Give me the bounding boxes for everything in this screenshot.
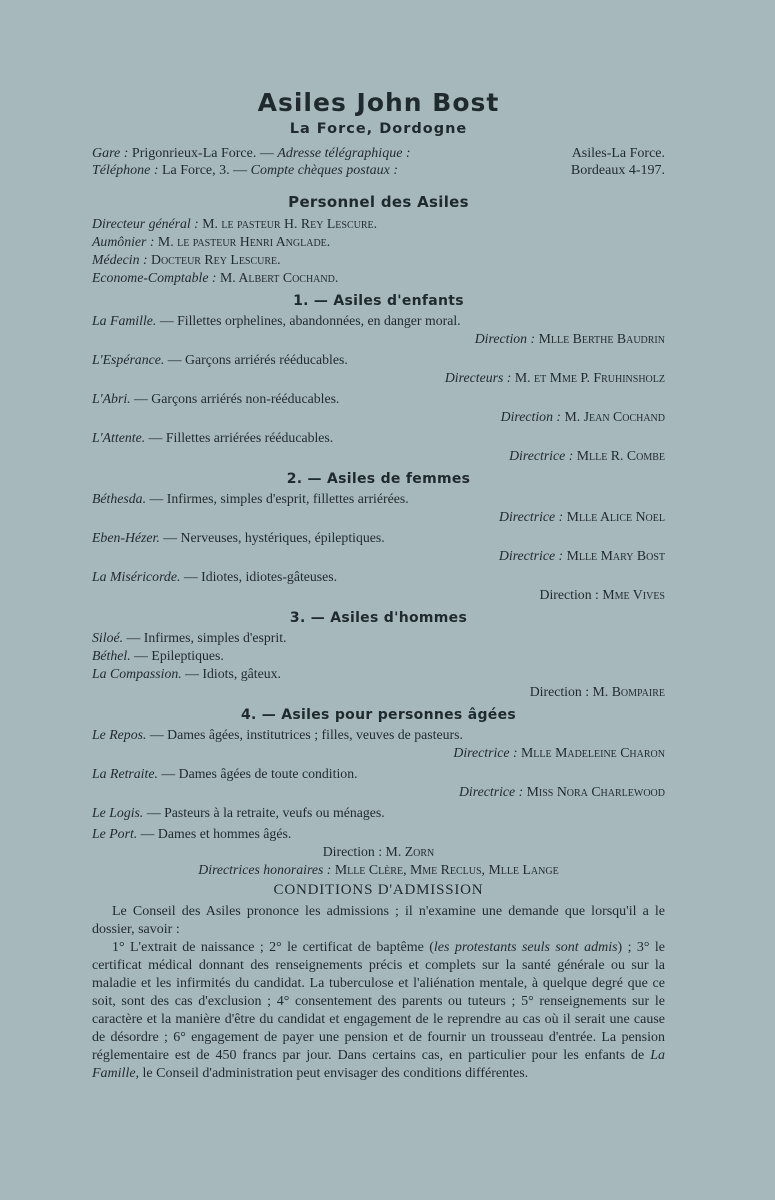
contact-info: [92, 145, 665, 179]
section-heading-hommes: 3. — Asiles d'hommes: [289, 610, 468, 626]
section-heading-agees: 4. — Asiles pour personnes âgées: [240, 707, 517, 723]
list-item: L'Attente. — Fillettes arriérées rééducables. Directrice : Mlle R. Combe: [92, 430, 665, 463]
conditions-paragraph-2: 1° L'extrait de naissance ; 2° le certificat de baptême (les protestants seuls sont admis) ; 3° le certificat médical donnant des renseignements précis et complets sur la santé générale ou sur la maladie et les infirmités du candidat. La tuberculose et l'aliénation mentale, à quelque degré que ce soit, sont des cas d'exclusion ; 4° consentement des parents ou tuteurs ; 5° renseignements sur le caractère et la manière d'être du candidat et engagement de le reprendre au cas où il serait une cause de désordre ; 6° engagement de payer une pension et de fournir un trousseau d'entrée. La pension réglementaire est de 450 francs par jour. Dans certains cas, en particulier pour les enfants de La Famille, le Conseil d'administration peut envisager des conditions différentes.: [92, 940, 665, 1081]
personnel-item: Directeur général : M. le pasteur H. Rey Lescure.: [92, 216, 378, 231]
telephone-label: Téléphone :: [92, 163, 159, 178]
adresse-value: Asiles-La Force.: [571, 146, 665, 161]
list-item: Béthesda. — Infirmes, simples d'esprit, fillettes arriérées. Directrice : Mlle Alice Noel: [92, 491, 665, 524]
personnel-item: Aumônier : M. le pasteur Henri Anglade.: [92, 234, 331, 249]
list-item: Siloé. — Infirmes, simples d'esprit.: [92, 630, 287, 645]
direction-port: Direction : M. Zorn: [322, 844, 435, 859]
list-item: L'Abri. — Garçons arriérés non-rééducables. Direction : M. Jean Cochand: [92, 391, 665, 424]
personnel-item: Econome-Comptable : M. Albert Cochand.: [92, 270, 339, 285]
personnel-item: Médecin : Docteur Rey Lescure.: [92, 252, 281, 267]
conditions-paragraph-1: Le Conseil des Asiles prononce les admissions ; il n'examine une demande que lorsqu'il a le dossier, savoir :: [92, 904, 665, 937]
list-item: Eben-Hézer. — Nerveuses, hystériques, épileptiques. Directrice : Mlle Mary Bost: [92, 530, 665, 563]
conditions-heading: CONDITIONS D'ADMISSION: [273, 882, 484, 898]
personnel-heading: Personnel des Asiles: [288, 193, 469, 211]
adresse-label: Adresse télégraphique :: [277, 146, 411, 161]
gare-value: Prigonrieux-La Force. —: [131, 146, 274, 161]
compte-value: Bordeaux 4-197.: [570, 163, 665, 178]
info-row-gare: [92, 145, 665, 162]
list-item: Le Logis. — Pasteurs à la retraite, veufs ou ménages.: [92, 805, 385, 820]
compte-label: Compte chèques postaux :: [250, 163, 398, 178]
section-heading-enfants: 1. — Asiles d'enfants: [293, 293, 464, 309]
list-item: Le Port. — Dames et hommes âgés.: [92, 826, 292, 841]
list-item: La Miséricorde. — Idiotes, idiotes-gâteuses. Direction : Mme Vives: [92, 569, 665, 602]
list-item: Béthel. — Epileptiques.: [92, 648, 224, 663]
gare-label: Gare :: [92, 146, 129, 161]
document-title: Asiles John Bost: [257, 88, 500, 117]
personnel-list: [92, 215, 665, 287]
list-item: La Famille. — Fillettes orphelines, abandonnées, en danger moral. Direction : Mlle Berthe Baudrin: [92, 313, 665, 346]
info-row-telephone: [92, 162, 665, 179]
section-heading-femmes: 2. — Asiles de femmes: [286, 471, 471, 487]
list-item: L'Espérance. — Garçons arriérés rééducables. Directeurs : M. et Mme P. Fruhinsholz: [92, 352, 665, 385]
directrices-honoraires: Directrices honoraires : Mlle Clère, Mme Reclus, Mlle Lange: [198, 862, 559, 877]
list-item: Le Repos. — Dames âgées, institutrices ; filles, veuves de pasteurs. Directrice : Mlle Madeleine Charon: [92, 727, 665, 760]
list-item: La Retraite. — Dames âgées de toute condition. Directrice : Miss Nora Charlewood: [92, 766, 665, 799]
list-item: La Compassion. — Idiots, gâteux. Direction : M. Bompaire: [92, 666, 665, 699]
document-subtitle: La Force, Dordogne: [289, 121, 468, 137]
telephone-value: La Force, 3. —: [161, 163, 248, 178]
conditions-text: [92, 903, 665, 1083]
